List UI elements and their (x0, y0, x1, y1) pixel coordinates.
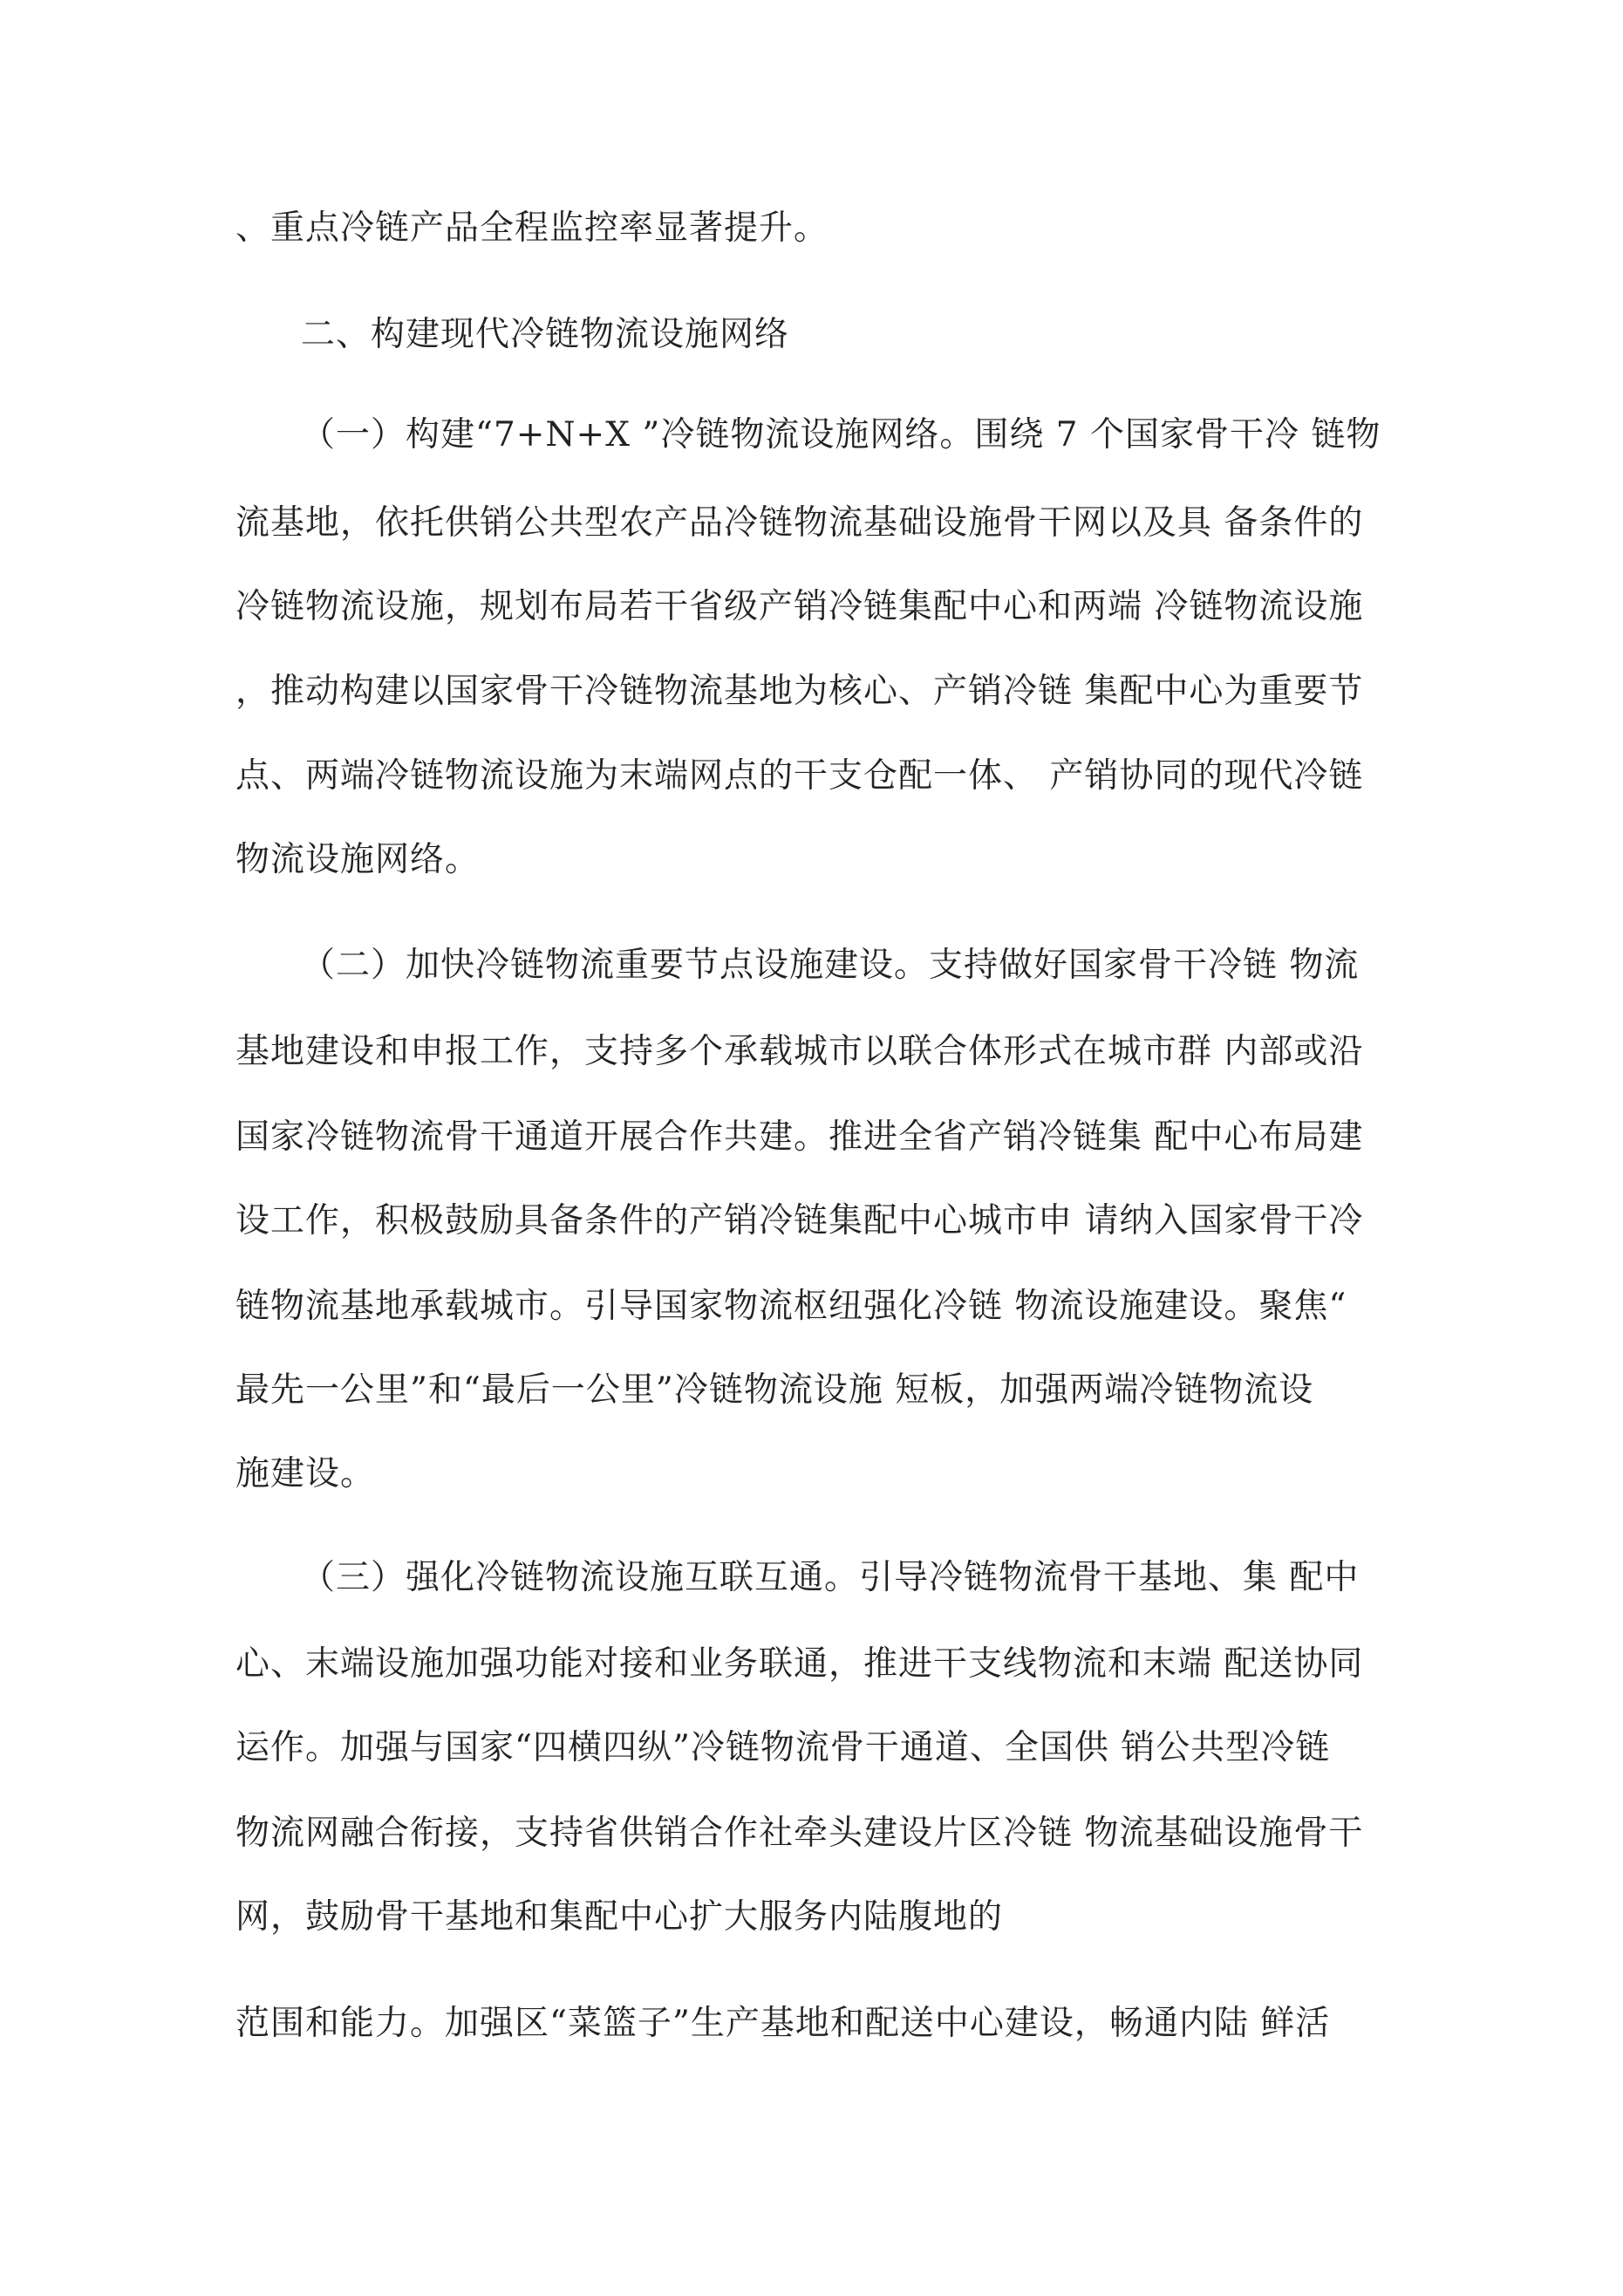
text-line-8: 物流设施网络。 (235, 840, 481, 879)
text-line-14: 最先一公里”和“最后一公里”冷链物流设施 短板，加强两端冷链物流设 (235, 1370, 1314, 1410)
text-line-12: 设工作，积极鼓励具备条件的产销冷链集配中心城市申 请纳入国家骨干冷 (235, 1201, 1364, 1240)
text-line-15: 施建设。 (235, 1454, 376, 1493)
text-line-10: 基地建设和申报工作，支持多个承载城市以联合体形式在城市群 内部或沿 (235, 1032, 1364, 1071)
text-line-9: （二）加快冷链物流重要节点设施建设。支持做好国家骨干冷链 物流 (301, 946, 1360, 985)
text-line-18: 运作。加强与国家“四横四纵”冷链物流骨干通道、全国供 销公共型冷链 (235, 1728, 1331, 1767)
text-line-7: 点、两端冷链物流设施为末端网点的干支仓配一体、 产销协同的现代冷链 (235, 756, 1364, 796)
text-line-21: 范围和能力。加强区“菜篮子”生产基地和配送中心建设，畅通内陆 鲜活 (235, 2004, 1331, 2043)
text-line-4: 流基地，依托供销公共型农产品冷链物流基础设施骨干网以及具 备条件的 (235, 503, 1364, 543)
text-line-5: 冷链物流设施，规划布局若干省级产销冷链集配中心和两端 冷链物流设施 (235, 587, 1364, 626)
text-line-6: ，推动构建以国家骨干冷链物流基地为核心、产销冷链 集配中心为重要节 (235, 672, 1364, 711)
text-line-19: 物流网融合衔接，支持省供销合作社牵头建设片区冷链 物流基础设施骨干 (235, 1814, 1364, 1853)
text-line-11: 国家冷链物流骨干通道开展合作共建。推进全省产销冷链集 配中心布局建 (235, 1117, 1364, 1157)
text-line-17: 心、末端设施加强功能对接和业务联通，推进干支线物流和末端 配送协同 (235, 1644, 1364, 1684)
section-heading: 二、构建现代冷链物流设施网络 (301, 315, 790, 354)
text-line-13: 链物流基地承载城市。引导国家物流枢纽强化冷链 物流设施建设。聚焦“ (235, 1287, 1347, 1326)
text-line-20: 网，鼓励骨干基地和集配中心扩大服务内陆腹地的 (235, 1897, 1004, 1937)
text-line-3: （一）构建“7+N+X ”冷链物流设施网络。围绕 7 个国家骨干冷 链物 (301, 415, 1381, 454)
text-line-16: （三）强化冷链物流设施互联互通。引导冷链物流骨干基地、集 配中 (301, 1558, 1360, 1597)
text-line-1: 、重点冷链产品全程监控率显著提升。 (235, 208, 829, 248)
